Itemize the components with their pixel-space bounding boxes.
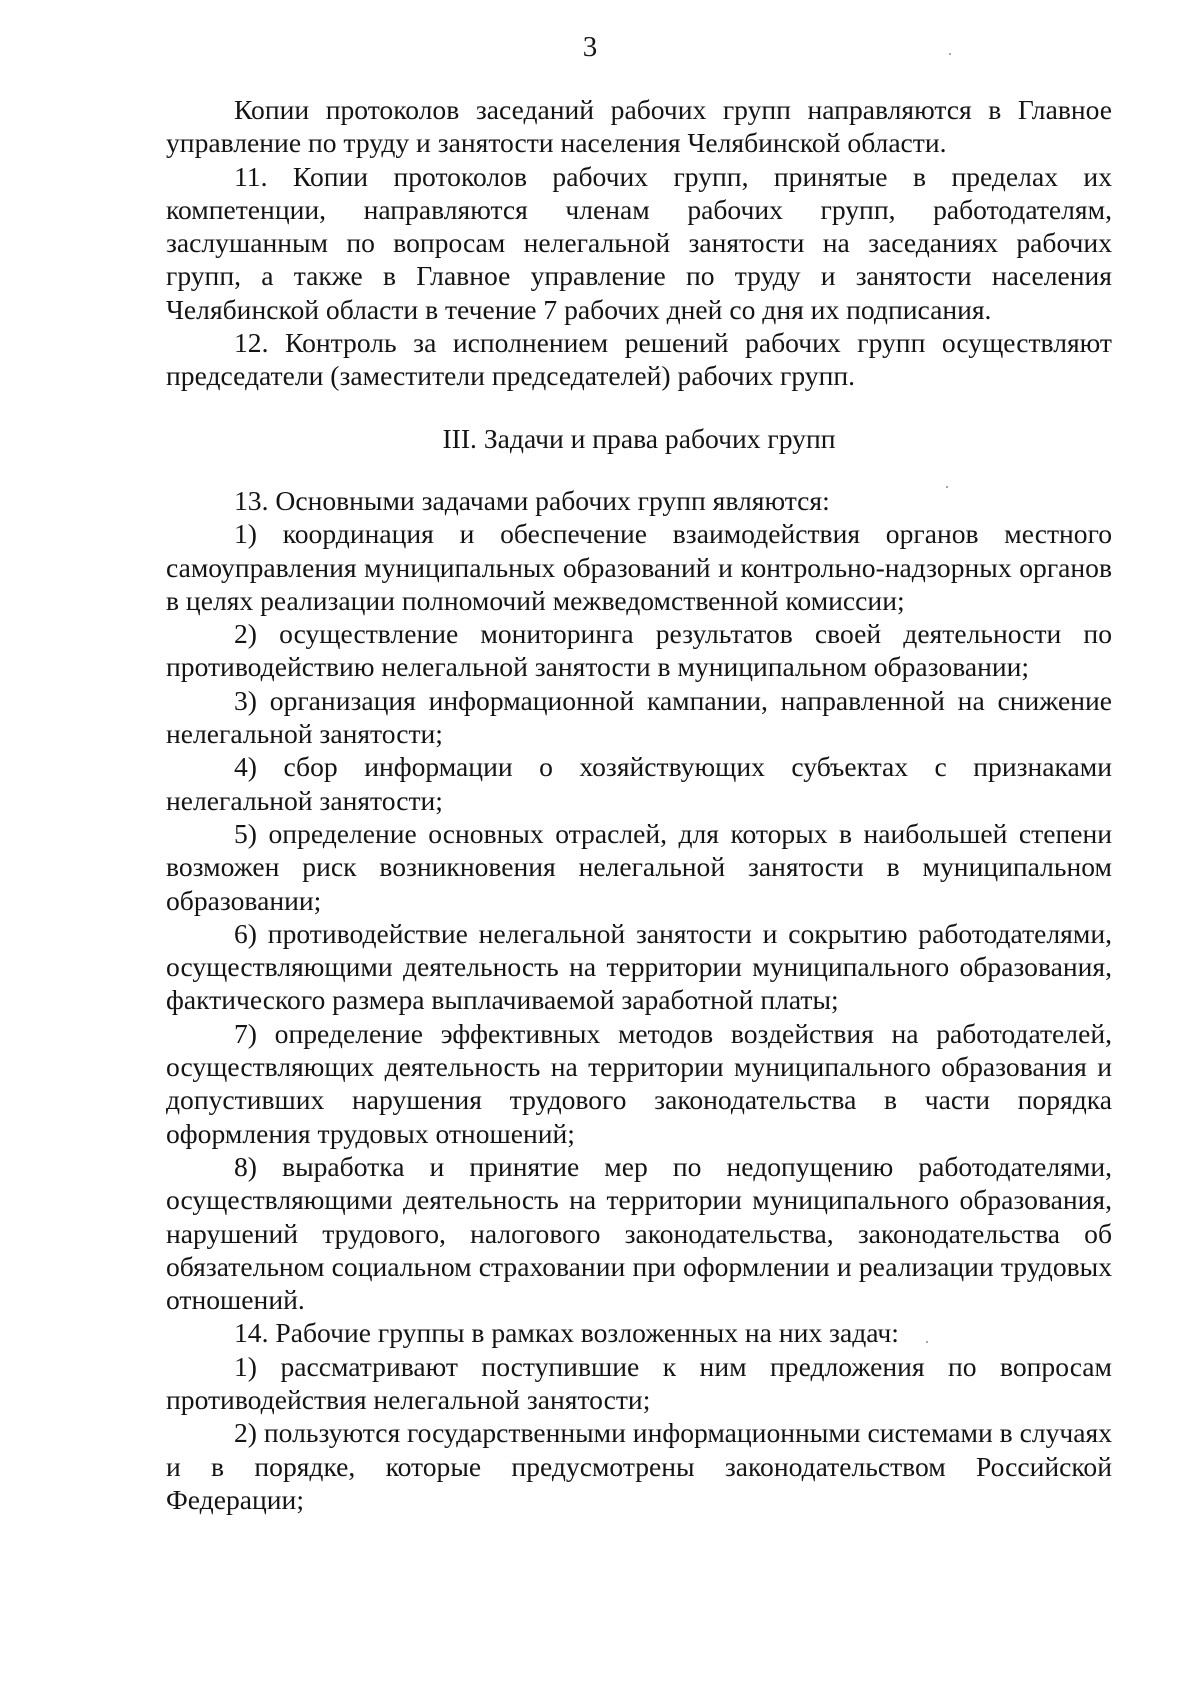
- scan-speck: [946, 486, 948, 488]
- list-item-13-5: 5) определение основных отраслей, для которых в наибольшей степени возможен риск возникновения нелегальной занятости в муниципальном образовании;: [166, 817, 1112, 916]
- paragraph-11: 11. Копии протоколов рабочих групп, принятые в пределах их компетенции, направляются членам рабочих групп, работодателям, заслушанным по вопросам нелегальной занятости на заседаниях рабочих групп, а также в Главное управление по труду и занятости населения Челябинской области в течение 7 рабочих дней со дня их подписания.: [166, 160, 1112, 325]
- list-item-13-8: 8) выработка и принятие мер по недопущению работодателями, осуществляющими деятельность на территории муниципального образования, нарушений трудового, налогового законодательства, законодательства об обязательном социальном страховании при оформлении и реализации трудовых отношений.: [166, 1150, 1112, 1316]
- list-item-14-1: 1) рассматривают поступившие к ним предложения по вопросам противодействия нелегальной занятости;: [166, 1350, 1112, 1415]
- scan-speck: [949, 53, 951, 55]
- list-item-13-7: 7) определение эффективных методов воздействия на работодателей, осуществляющих деятельность на территории муниципального образования и допустивших нарушения трудового законодательства в части порядка оформления трудовых отношений;: [166, 1017, 1112, 1149]
- section-heading: III. Задачи и права рабочих групп: [442, 422, 836, 454]
- paragraph-12: 12. Контроль за исполнением решений рабочих групп осуществляют председатели (заместители председателей) рабочих групп.: [166, 327, 1112, 392]
- paragraph-13: 13. Основными задачами рабочих групп являются:: [234, 484, 830, 516]
- paragraph-protocol-copies: Копии протоколов заседаний рабочих групп направляются в Главное управление по труду и занятости населения Челябинской области.: [166, 94, 1112, 159]
- page-number: 3: [582, 31, 598, 63]
- list-item-13-4: 4) сбор информации о хозяйствующих субъектах с признаками нелегальной занятости;: [166, 751, 1112, 816]
- list-item-13-2: 2) осуществление мониторинга результатов своей деятельности по противодействию нелегальной занятости в муниципальном образовании;: [166, 618, 1112, 683]
- list-item-14-2: 2) пользуются государственными информационными системами в случаях и в порядке, которые предусмотрены законодательством Российской Федерации;: [166, 1417, 1113, 1515]
- list-item-13-6: 6) противодействие нелегальной занятости и сокрытию работодателями, осуществляющими деятельность на территории муниципального образования, фактического размера выплачиваемой заработной платы;: [166, 917, 1112, 1016]
- paragraph-14: 14. Рабочие группы в рамках возложенных на них задач:: [234, 1317, 899, 1349]
- document-body: [166, 93, 1112, 1516]
- list-item-13-3: 3) организация информационной кампании, направленной на снижение нелегальной занятости;: [166, 684, 1112, 750]
- list-item-13-1: 1) координация и обеспечение взаимодействия органов местного самоуправления муниципальных образований и контрольно-надзорных органов в целях реализации полномочий межведомственной комиссии;: [166, 518, 1112, 616]
- scan-speck: [926, 1341, 928, 1343]
